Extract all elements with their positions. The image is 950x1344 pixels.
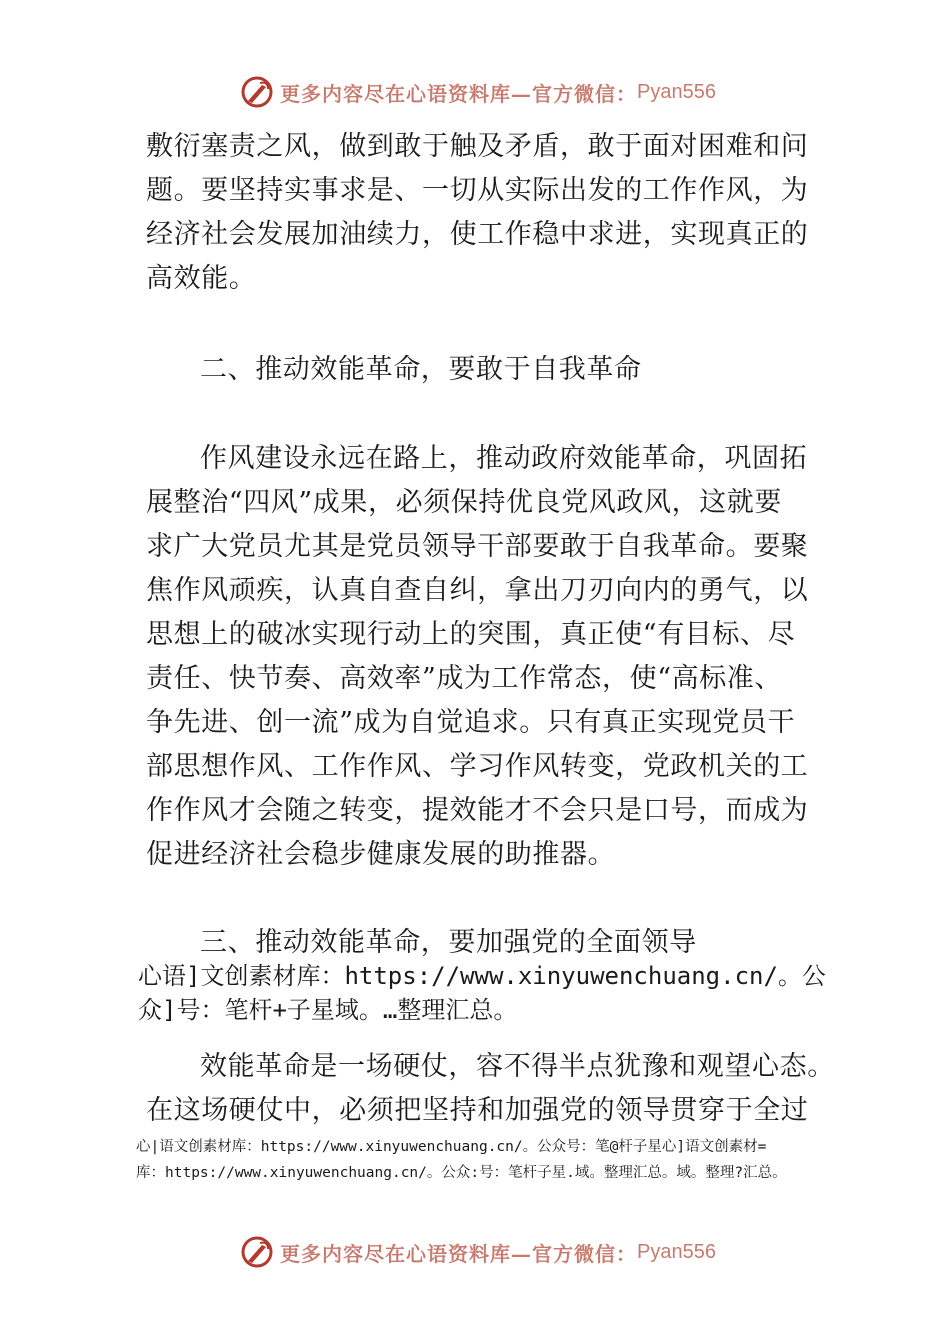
paragraph-line: 责任、快节奏、高效率”成为工作常态，使“高标准、 <box>146 663 783 694</box>
paragraph-line: 在这场硬仗中，必须把坚持和加强党的领导贯穿于全过 <box>146 1095 809 1126</box>
paragraph-line: 部思想作风、工作作风、学习作风转变，党政机关的工 <box>146 751 809 782</box>
quill-logo-icon <box>240 1235 274 1269</box>
paragraph-line: 敷衍塞责之风，做到敢于触及矛盾，敢于面对困难和问 <box>146 131 809 162</box>
paragraph-line: 经济社会发展加油续力，使工作稳中求进，实现真正的 <box>146 219 809 250</box>
paragraph-line: 作作风才会随之转变，提效能才不会只是口号，而成为 <box>146 795 809 826</box>
banner-text: 更多内容尽在心语资料库—官方微信： <box>280 81 637 106</box>
paragraph-line: 求广大党员尤其是党员领导干部要敢于自我革命。要聚 <box>146 531 809 562</box>
top-banner <box>240 72 740 112</box>
paragraph-line: 作风建设永远在路上，推动政府效能革命，巩固拓 <box>200 443 808 474</box>
banner-text: 更多内容尽在心语资料库—官方微信： <box>280 1241 637 1266</box>
paragraph-line: 高效能。 <box>146 263 257 294</box>
quill-logo-icon <box>240 75 274 109</box>
paragraph-line: 效能革命是一场硬仗，容不得半点犹豫和观望心态。 <box>200 1051 835 1082</box>
section-heading: 三、推动效能革命，要加强党的全面领导 <box>200 927 697 958</box>
watermark-line: 库：https://www.xinyuwenchuang.cn/。公众:号：笔杆子星.域。整理汇总。域。整理?汇总。 <box>136 1165 787 1181</box>
paragraph-line: 题。要坚持实事求是、一切从实际出发的工作作风，为 <box>146 175 809 206</box>
paragraph-line: 展整治“四风”成果，必须保持优良党风政风，这就要 <box>146 487 783 518</box>
watermark-line: 心|语文创素材库：https://www.xinyuwenchuang.cn/。公众号：笔@杆子星心]语文创素材= <box>136 1139 767 1155</box>
paragraph-line: 争先进、创一流”成为自觉追求。只有真正实现党员干 <box>146 707 796 738</box>
paragraph-line: 促进经济社会稳步健康发展的助推器。 <box>146 839 616 870</box>
paragraph-line: 焦作风顽疾，认真自查自纠，拿出刀刃向内的勇气，以 <box>146 575 809 606</box>
section-heading: 二、推动效能革命，要敢于自我革命 <box>200 354 642 385</box>
bottom-banner <box>240 1232 740 1272</box>
watermark-line: 众]号：笔杆+子星域。…整理汇总。 <box>138 996 518 1024</box>
banner-wechat-id: Pyan556 <box>637 80 716 103</box>
banner-wechat-id: Pyan556 <box>637 1240 716 1263</box>
paragraph-line: 思想上的破冰实现行动上的突围，真正使“有目标、尽 <box>146 619 796 650</box>
watermark-line: 心语]文创素材库：https://www.xinyuwenchuang.cn/。公 <box>138 962 826 990</box>
